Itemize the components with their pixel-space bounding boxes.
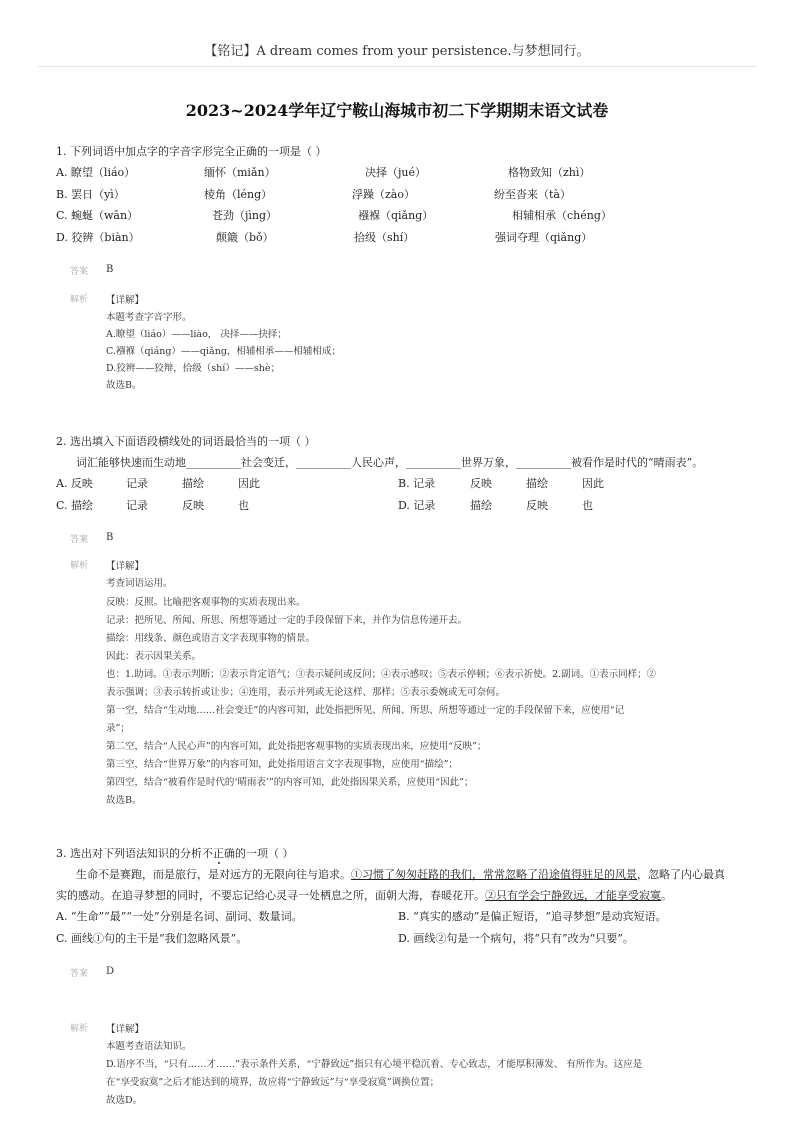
q3-option-a: A. “生命”“最”“一处”分别是名词、副词、数量词。 [56, 910, 303, 923]
q3-answer-label: 答案 [70, 969, 89, 979]
q2-expl-line: 第二空，结合“人民心声”的内容可知，此处指把客观事物的实质表现出来，应使用“反映”； [106, 741, 487, 752]
q2-expl-line: 记录：把所见、所闻、所思、所想等通过一定的手段保留下来，并作为信息传递开去。 [106, 615, 468, 626]
q1-option-b-2: 棱角（léng） [204, 188, 273, 201]
q3-underlined-sentence-1: ①习惯了匆匆赶路的我们，常常忽略了沿途值得驻足的风景 [351, 868, 637, 881]
q1-option-b-3: 浮躁（zào） [352, 188, 415, 201]
q2-option-d-1: D. 记录 [398, 499, 436, 512]
q1-option-c-4: 相辅相承（chéng） [512, 209, 612, 222]
q2-analysis-label: 解析 [70, 561, 89, 571]
q2-option-d-4: 也 [582, 499, 593, 512]
q2-answer-label: 答案 [70, 535, 89, 545]
q1-answer: B [106, 264, 114, 275]
q2-option-a-4: 因此 [238, 477, 260, 490]
q2-expl-line: 第四空，结合“被看作是时代的‘晴雨表’”的内容可知，此处指因果关系，应使用“因此”； [106, 777, 474, 788]
q2-option-c-4: 也 [238, 499, 249, 512]
header-divider [38, 66, 756, 67]
q1-option-c-3: 襁褓（qiǎng） [358, 209, 434, 222]
q3-passage-text: 生命不是赛跑，而是旅行，是对远方的无限向往与追求。 [76, 868, 351, 881]
q3-passage-line-1 [76, 866, 725, 882]
q1-expl-line: 本题考查字音字形。 [106, 312, 192, 323]
q1-expl-line: 【详解】 [106, 295, 145, 306]
q3-underlined-sentence-2: ②只有学会宁静致远，才能享受寂寞 [485, 889, 661, 902]
q2-option-b-3: 描绘 [526, 477, 548, 490]
q3-passage-line-2 [56, 887, 672, 903]
q1-option-c-1: C. 蜿蜒（wān） [56, 209, 139, 222]
q1-option-a-4: 格物致知（zhì） [508, 166, 591, 179]
q2-answer: B [106, 532, 114, 543]
q3-stem [56, 845, 294, 861]
q1-option-a-1: A. 瞭望（liáo） [56, 166, 136, 179]
q1-answer-label: 答案 [70, 267, 89, 277]
q2-option-a-2: 记录 [126, 477, 148, 490]
q3-expl-line: 故选D。 [106, 1095, 143, 1106]
q1-option-d-1: D. 狡辨（biàn） [56, 231, 140, 244]
q3-expl-line: D.语序不当，“只有……才……”表示条件关系，“宁静致远”指只有心境平稳沉着、专心致志，才能厚积薄发、 有所作为。这应是 [106, 1059, 643, 1070]
q3-passage-text: ，忽略了内心最真 [637, 868, 725, 881]
q2-expl-line: 第三空，结合“世界万象”的内容可知，此处指用语言文字表现事物，应使用“描绘”； [106, 759, 458, 770]
page-title: 2023~2024学年辽宁鞍山海城市初二下学期期末语文试卷 [185, 101, 609, 120]
q3-option-c: C. 画线①句的主干是“我们忽略风景”。 [56, 932, 248, 945]
q1-option-c-2: 苍劲（jìng） [212, 209, 278, 222]
q2-expl-line: 也：1.助词。①表示判断；②表示肯定语气；③表示疑问或反问；④表示感叹；⑤表示停顿；⑥表示祈使。2.副词。①表示同样；② [106, 669, 657, 680]
q1-expl-line: C.襁褓（qiáng）——qiǎng，相辅相承——相辅相成； [106, 346, 341, 357]
q1-option-d-2: 颠簸（bǒ） [216, 231, 274, 244]
q1-option-b-1: B. 罢日（yì） [56, 188, 125, 201]
q2-option-b-1: B. 记录 [398, 477, 436, 490]
q2-stem: 2. 选出填入下面语段横线处的词语最恰当的一项（ ） [56, 435, 316, 448]
q1-option-b-4: 纷至沓来（tà） [494, 188, 571, 201]
q1-option-d-4: 强词夺理（qiǎng） [495, 231, 593, 244]
q3-stem-end: 的一项（ ） [235, 847, 294, 860]
q3-expl-line: 【详解】 [106, 1024, 145, 1035]
q2-option-d-3: 反映 [526, 499, 548, 512]
q3-option-d: D. 画线②句是一个病句，将“只有”改为“只要”。 [398, 932, 634, 945]
q3-expl-line: 在“享受寂寞”之后才能达到的境界，故应将“宁静致远”与“享受寂寞”调换位置； [106, 1077, 440, 1088]
q3-analysis-label: 解析 [70, 1024, 89, 1034]
q2-expl-line: 考查词语运用。 [106, 578, 173, 589]
q1-expl-line: 故选B。 [106, 380, 142, 391]
q2-expl-line: 录”； [106, 723, 130, 734]
q2-option-c-2: 记录 [126, 499, 148, 512]
q2-expl-line: 表示强调；③表示转折或让步；④连用，表示并列或无论这样、那样；⑤表示委婉或无可奈何。 [106, 687, 506, 698]
q2-option-b-2: 反映 [470, 477, 492, 490]
q2-expl-line: 描绘：用线条、颜色或语言文字表现事物的情景。 [106, 633, 316, 644]
q1-stem: 1. 下列词语中加点字的字音字形完全正确的一项是（ ） [56, 145, 327, 158]
q2-expl-line: 因此：表示因果关系。 [106, 651, 202, 662]
q2-expl-line: 第一空，结合“生动地……社会变迁”的内容可知，此处指把所见、所闻、所思、所想等通过一定的手段保留下来，应使用“记 [106, 705, 625, 716]
q2-option-a-1: A. 反映 [56, 477, 93, 490]
q1-option-a-2: 缅怀（miǎn） [204, 166, 276, 179]
q1-option-d-3: 拾级（shí） [354, 231, 415, 244]
q2-option-c-3: 反映 [182, 499, 204, 512]
q2-expl-line: 反映：反照。比喻把客观事物的实质表现出来。 [106, 597, 306, 608]
q1-expl-line: D.狡辨——狡辩，拾级（shí）——shè； [106, 363, 280, 374]
q1-expl-line: A.瞭望（liáo）——liào， 决择——抉择； [106, 329, 287, 340]
q1-option-a-3: 决择（jué） [365, 166, 427, 179]
q2-option-a-3: 描绘 [182, 477, 204, 490]
q1-analysis-label: 解析 [70, 295, 89, 305]
header-motto: 【铭记】A dream comes from your persistence.与梦想同行。 [204, 44, 590, 59]
q3-passage-text: 。 [661, 889, 672, 902]
q2-expl-line: 故选B。 [106, 795, 142, 806]
q3-option-b: B. “真实的感动”是偏正短语，“追寻梦想”是动宾短语。 [398, 910, 667, 923]
q3-expl-line: 本题考查语法知识。 [106, 1041, 192, 1052]
q3-stem-start: 3. 选出对下列语法知识的分析 [56, 847, 202, 860]
q3-answer: D [106, 966, 115, 977]
q2-expl-line: 【详解】 [106, 561, 145, 572]
q3-stem-emphasis: 不正确 [202, 847, 235, 860]
q2-option-b-4: 因此 [582, 477, 604, 490]
q2-option-d-2: 描绘 [470, 499, 492, 512]
q2-passage: 词汇能够快速而生动地__________社会变迁，__________人民心声，__________世界万象，__________被看作是时代的“晴雨表”。 [76, 456, 704, 469]
q3-passage-text: 实的感动。在追寻梦想的同时，不要忘记给心灵寻一处栖息之所，面朝大海，春暖花开。 [56, 889, 485, 902]
q2-option-c-1: C. 描绘 [56, 499, 94, 512]
